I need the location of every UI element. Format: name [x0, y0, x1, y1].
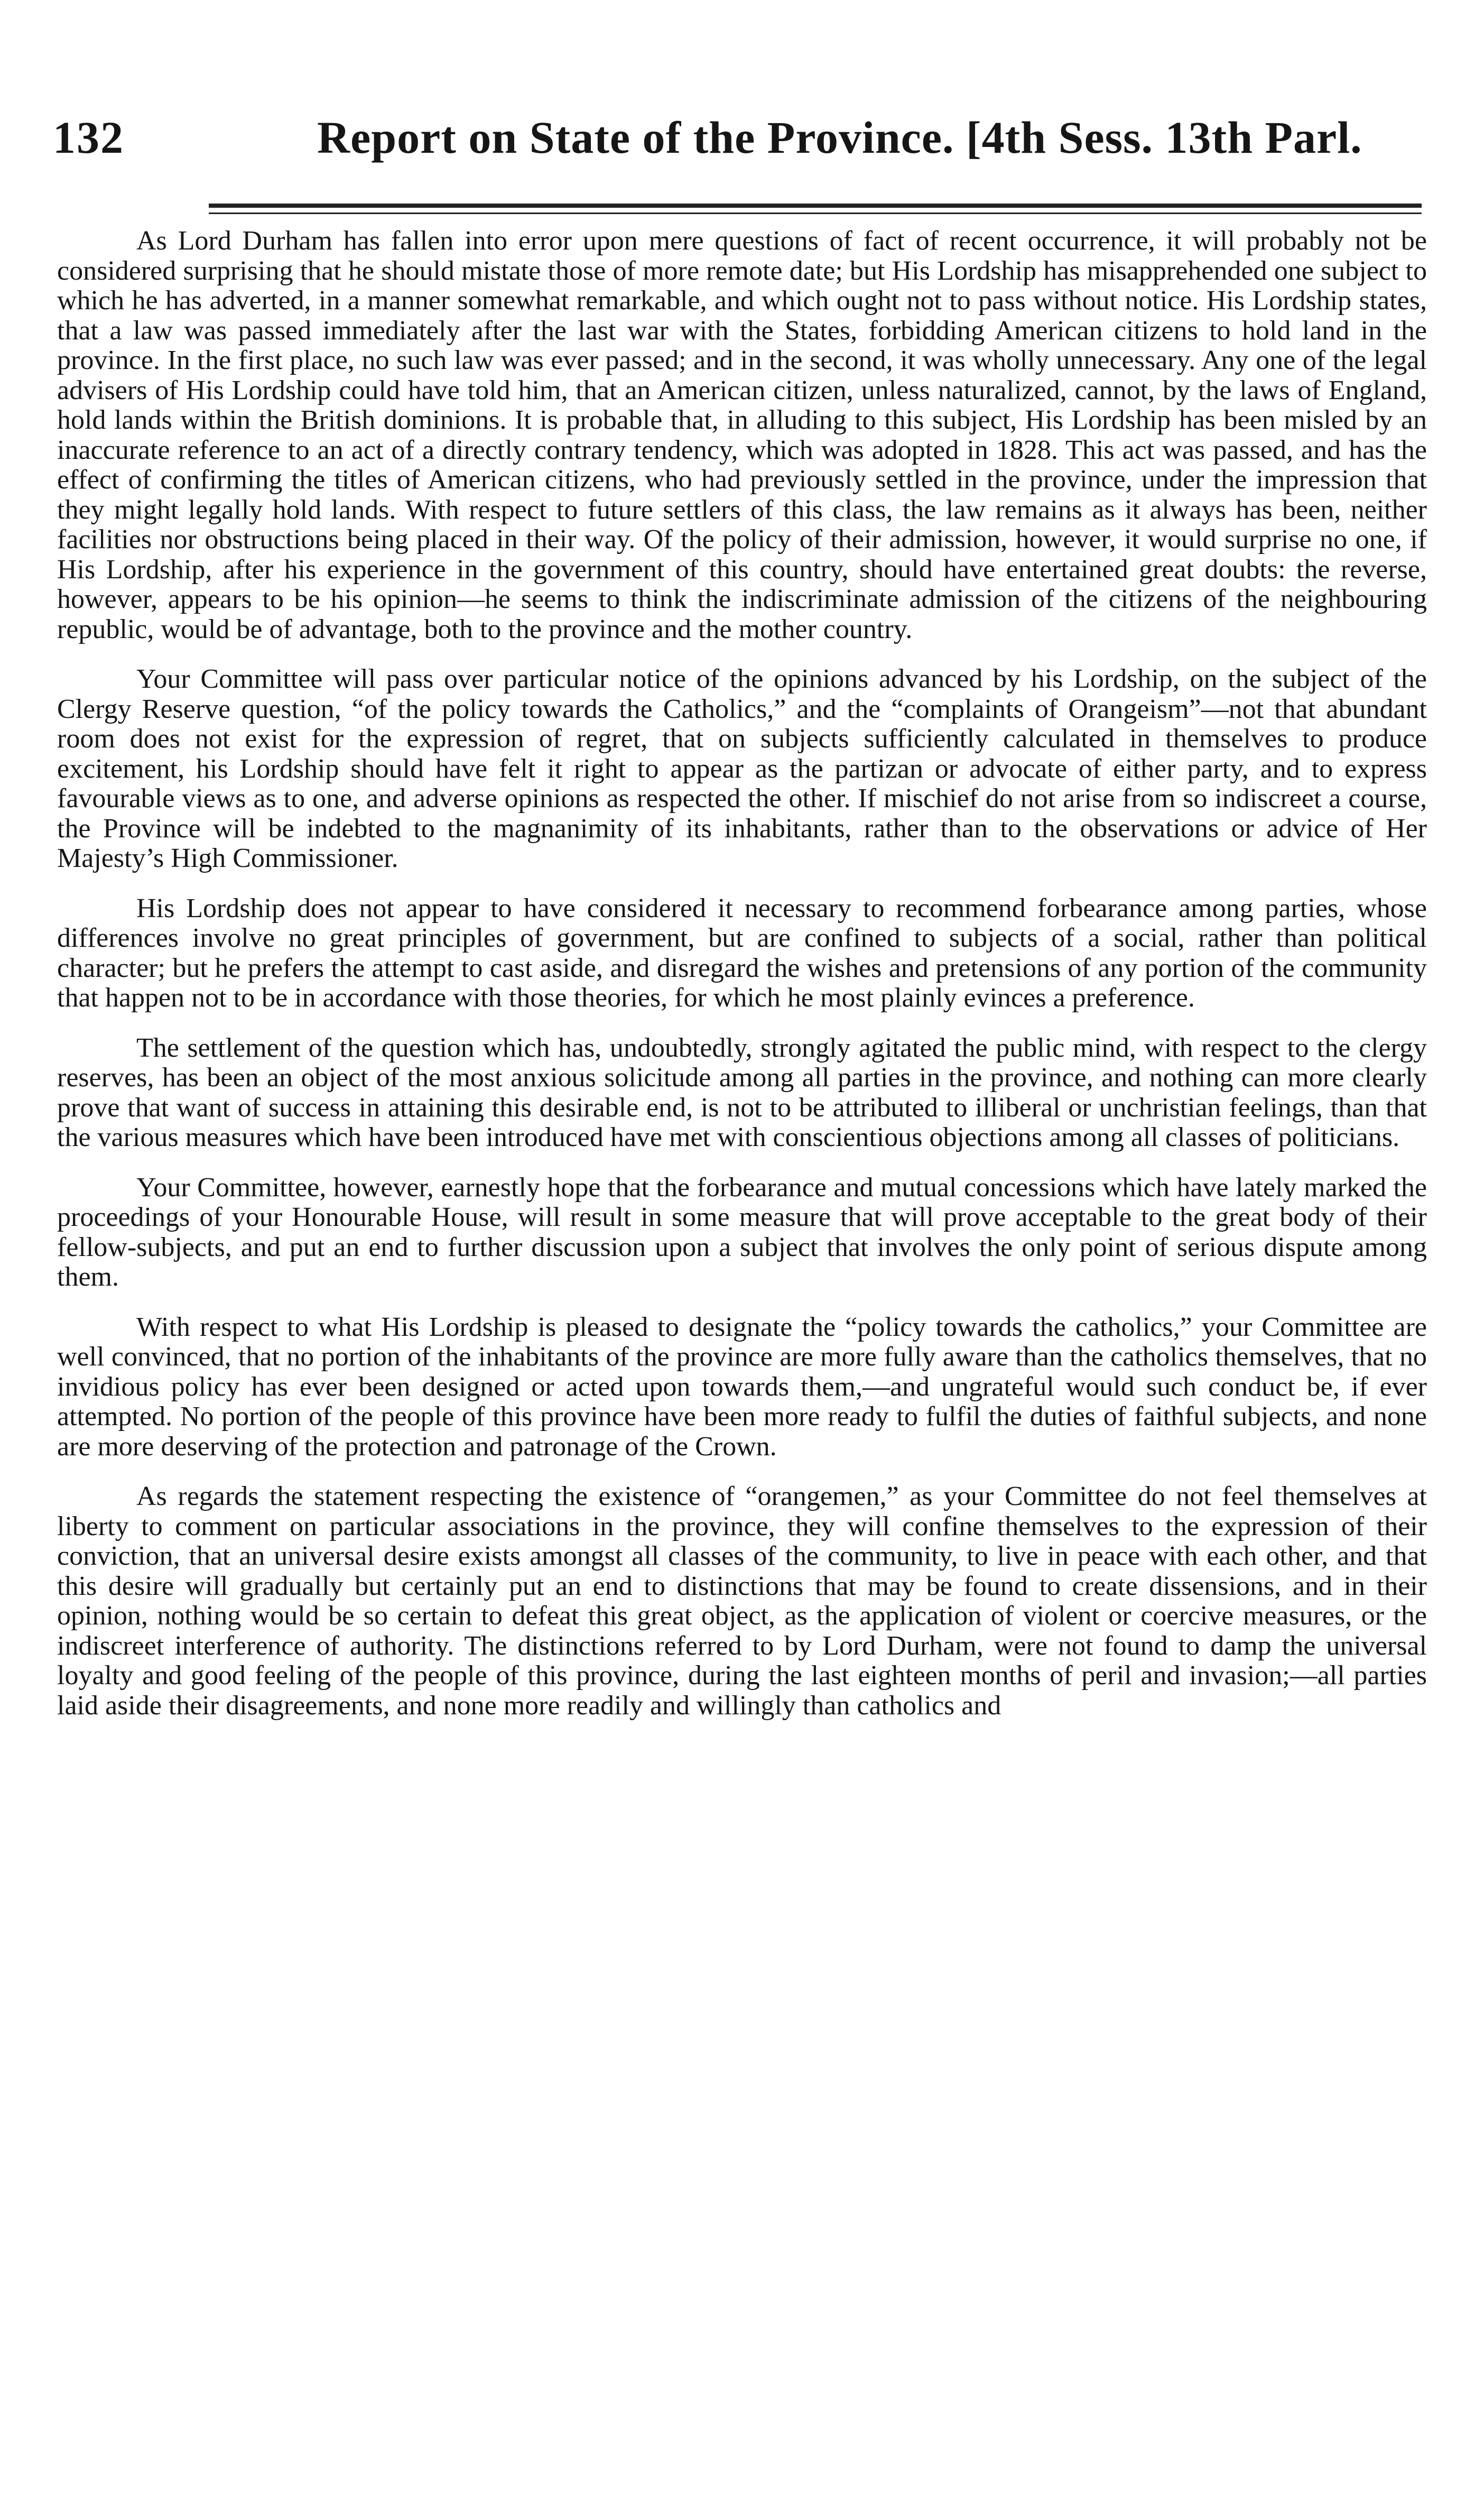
- running-title: Report on State of the Province. [4th Sess. 13th Parl.: [317, 112, 1362, 163]
- paragraph-1: As Lord Durham has fallen into error upon mere questions of fact of recent occurrence, it will probably not be considered surprising that he should mistate those of more remote date; but His Lordship has misapprehended one subject to which he has adverted, in a manner somewhat remarkable, and which ought not to pass without notice. His Lordship states, that a law was passed immediately after the last war with the States, forbidding American citizens to hold land in the province. In the first place, no such law was ever passed; and in the second, it was wholly unnecessary. Any one of the legal advisers of His Lordship could have told him, that an American citizen, unless naturalized, cannot, by the laws of England, hold lands within the British dominions. It is probable that, in alluding to this subject, His Lordship has been misled by an inaccurate reference to an act of a directly contrary tendency, which was adopted in 1828. This act was passed, and has the effect of confirming the titles of American citizens, who had previously settled in the province, under the impression that they might legally hold lands. With respect to future settlers of this class, the law remains as it always has been, neither facilities nor obstructions being placed in their way. Of the policy of their admission, however, it would surprise no one, if His Lordship, after his experience in the government of this country, should have entertained great doubts: the reverse, however, appears to be his opinion—he seems to think the indiscriminate admission of the citizens of the neighbouring republic, would be of advantage, both to the province and the mother country.: [57, 226, 1427, 644]
- paragraph-2: Your Committee will pass over particular notice of the opinions advanced by his Lordship, on the subject of the Clergy Reserve question, “of the policy towards the Catholics,” and the “complaints of Orangeism”—not that abundant room does not exist for the expression of regret, that on subjects sufficiently calculated in themselves to produce excitement, his Lordship should have felt it right to appear as the partizan or advocate of either party, and to express favourable views as to one, and adverse opinions as respected the other. If mischief do not arise from so indiscreet a course, the Province will be indebted to the magnanimity of its inhabitants, rather than to the observations or advice of Her Majesty’s High Commissioner.: [57, 664, 1427, 873]
- paragraph-3: His Lordship does not appear to have considered it necessary to recommend forbearance among parties, whose differences involve no great principles of government, but are confined to subjects of a social, rather than political character; but he prefers the attempt to cast aside, and disregard the wishes and pretensions of any portion of the community that happen not to be in accordance with those theories, for which he most plainly evinces a preference.: [57, 893, 1427, 1013]
- paragraph-5: Your Committee, however, earnestly hope that the forbearance and mutual concessions which have lately marked the proceedings of your Honourable House, will result in some measure that will prove acceptable to the great body of their fellow-subjects, and put an end to further discussion upon a subject that involves the only point of serious dispute among them.: [57, 1172, 1427, 1292]
- page-header: [53, 111, 1427, 174]
- page-number: 132: [53, 112, 124, 163]
- header-rule-thick: [209, 204, 1422, 208]
- paragraph-4: The settlement of the question which has, undoubtedly, strongly agitated the public mind, with respect to the clergy reserves, has been an object of the most anxious solicitude among all parties in the province, and nothing can more clearly prove that want of success in attaining this desirable end, is not to be attributed to illiberal or unchristian feelings, than that the various measures which have been introduced have met with conscientious objections among all classes of politicians.: [57, 1032, 1427, 1152]
- paragraph-6: With respect to what His Lordship is pleased to designate the “policy towards the catholics,” your Committee are well convinced, that no portion of the inhabitants of the province are more fully aware than the catholics themselves, that no invidious policy has ever been designed or acted upon towards them,—and ungrateful would such conduct be, if ever attempted. No portion of the people of this province have been more ready to fulfil the duties of faithful subjects, and none are more deserving of the protection and patronage of the Crown.: [57, 1312, 1427, 1462]
- body-text: [57, 226, 1427, 1721]
- header-rule-thin: [209, 213, 1422, 214]
- paragraph-7: As regards the statement respecting the existence of “orangemen,” as your Committee do not feel themselves at liberty to comment on particular associations in the province, they will confine themselves to the expression of their conviction, that an universal desire exists amongst all classes of the community, to live in peace with each other, and that this desire will gradually but certainly put an end to distinctions that may be found to create dissensions, and in their opinion, nothing would be so certain to defeat this great object, as the application of violent or coercive measures, or the indiscreet interference of authority. The distinctions referred to by Lord Durham, were not found to damp the universal loyalty and good feeling of the people of this province, during the last eighteen months of peril and invasion;—all parties laid aside their disagreements, and none more readily and willingly than catholics and: [57, 1481, 1427, 1721]
